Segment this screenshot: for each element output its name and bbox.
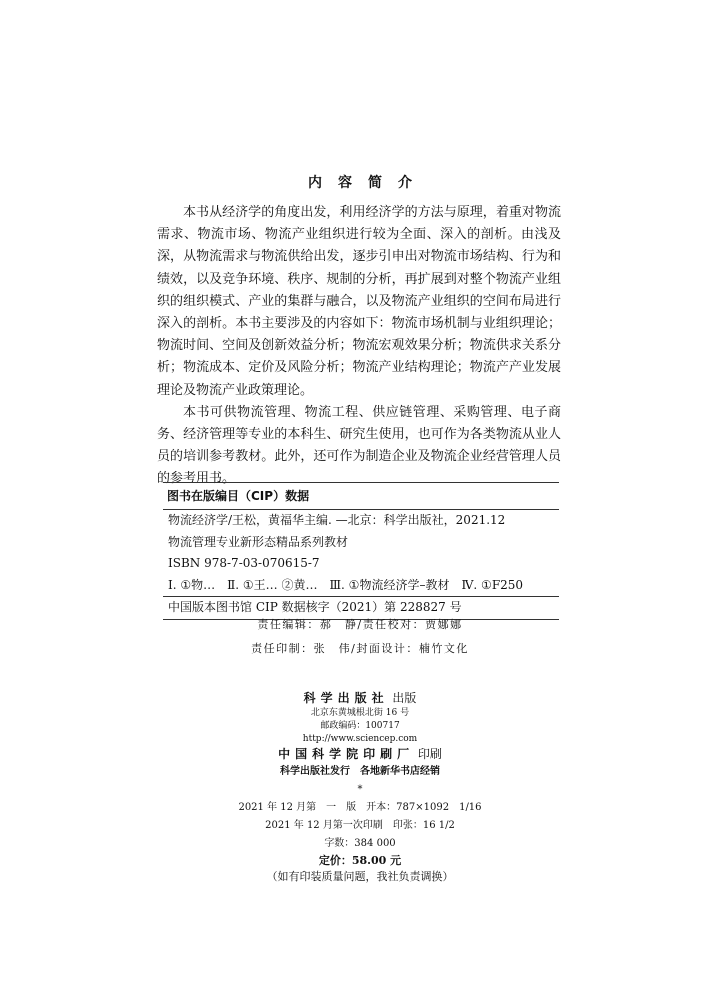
summary-paragraph-1: 本书从经济学的角度出发，利用经济学的方法与原理，着重对物流需求、物流市场、物流产业组织进行较为全面、深入的剖析。由浅及深，从物流需求与物流供给出发，逐步引申出对物流市场结构、行为和绩效，以及竞争环境、秩序、规制的分析，再扩展到对整个物流产业组织的组织模式、产业的集群与融合，以及物流产业组织的空间布局进行深入的剖析。本书主要涉及的内容如下：物流市场机制与业组织理论；物流时间、空间及创新效益分析；物流宏观效果分析；物流供求关系分析；物流成本、定价及风险分析；物流产业结构理论；物流产产业发展理论及物流产业政策理论。: [157, 205, 561, 398]
printer-logo-text: 中国科学院印刷厂: [278, 747, 415, 761]
cip-header: 图书在版编目（CIP）数据: [163, 483, 559, 510]
publication-info: [0, 690, 720, 885]
word-count: 字数：384 000: [324, 838, 396, 849]
quality-note: （如有印装质量问题，我社负责调换）: [266, 870, 454, 883]
printing-line: 2021 年 12 月第一次印刷 印张：16 1/2: [265, 820, 455, 831]
publisher-logo-text: 科学出版社: [303, 691, 389, 705]
distribution-line: 科学出版社发行 各地新华书店经销: [280, 766, 440, 777]
editors-line-1: 责任编辑：郝 静/责任校对：贾娜娜: [257, 618, 463, 631]
summary-title: 内容简介: [308, 175, 428, 191]
publisher-address: 北京东黄城根北街 16 号: [310, 708, 410, 718]
printer-suffix: 印刷: [417, 747, 442, 761]
summary-paragraph-2: 本书可供物流管理、物流工程、供应链管理、采购管理、电子商务、经济管理等专业的本科生、研究生使用，也可作为各类物流从业人员的培训参考教材。此外，还可作为制造企业及物流企业经营管理人员的参考用书。: [157, 404, 561, 487]
summary-body: [157, 202, 561, 491]
price: 定价：58.00 元: [318, 854, 402, 867]
cip-classification: Ⅰ. ①物… Ⅱ. ①王… ②黄… Ⅲ. ①物流经济学–教材 Ⅳ. ①F250: [163, 575, 559, 598]
cip-book-line: 物流经济学/王松，黄福华主编. —北京：科学出版社，2021.12: [168, 513, 506, 527]
printer-line: [0, 746, 720, 763]
cip-record-number: 中国版本图书馆 CIP 数据核字（2021）第 228827 号: [168, 600, 462, 614]
publisher-suffix: 出版: [392, 691, 417, 705]
publisher-postcode: 邮政编码：100717: [320, 721, 400, 731]
star-separator: *: [357, 784, 363, 795]
publisher-website: http://www.sciencep.com: [302, 734, 418, 744]
cip-series-line: 物流管理专业新形态精品系列教材: [168, 534, 349, 549]
publisher-line: [0, 690, 720, 707]
cip-isbn: ISBN 978-7-03-070615-7: [168, 556, 320, 570]
editors-line-2: 责任印制：张 伟/封面设计：楠竹文化: [251, 642, 469, 655]
edition-line: 2021 年 12 月第 一 版 开本：787×1092 1/16: [238, 802, 482, 813]
editors-block: [0, 613, 720, 661]
cip-data-box: [163, 482, 559, 620]
